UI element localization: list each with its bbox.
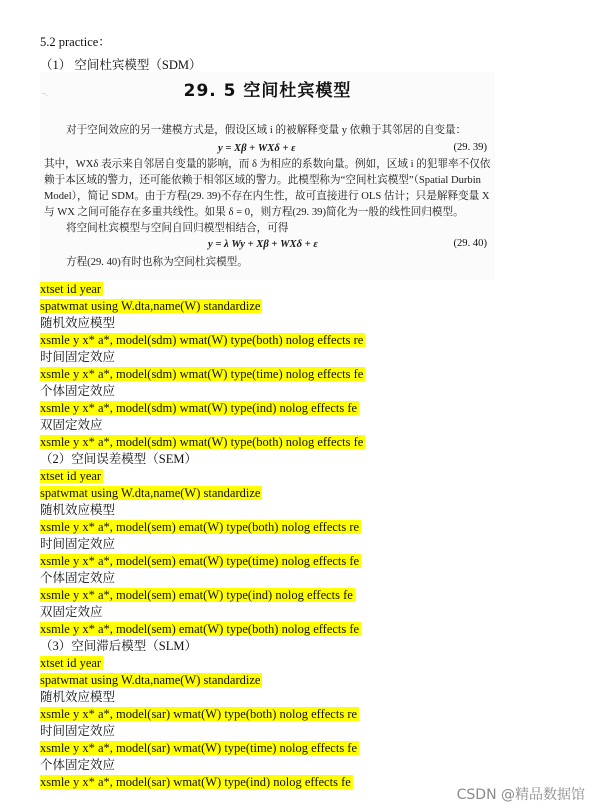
equation-29-40: y = λ Wy + Xβ + WXδ + ε (208, 239, 318, 250)
textbook-paragraph: 方程(29. 40)有时也称为空间杜宾模型。 (66, 257, 248, 268)
practice-header: 5.2 practice： (40, 35, 111, 49)
model-label: 随机效应模型 (40, 316, 116, 330)
textbook-excerpt (40, 72, 495, 280)
model-label: 双固定效应 (40, 418, 103, 432)
textbook-paragraph: 赖于本区域的警力，还可能依赖于相邻区域的警力。此模型称为“空间杜宾模型”（Spatial Durbin (44, 175, 481, 186)
code-line: xsmle y x* a*, model(sem) emat(W) type(ind) nolog effects fe (40, 588, 353, 602)
model-label: 随机效应模型 (40, 503, 116, 517)
model-label: 时间固定效应 (40, 537, 116, 551)
textbook-paragraph: 与 WX 之间可能存在多重共线性。如果 δ = 0，则方程(29. 39)简化为一般的线性回归模型。 (44, 207, 464, 218)
section-sdm-title: （1） 空间杜宾模型（SDM） (40, 58, 202, 72)
model-label: 随机效应模型 (40, 690, 116, 704)
code-line: xtset id year (40, 282, 102, 296)
model-label: 时间固定效应 (40, 350, 116, 364)
section-slm-title: （3）空间滞后模型（SLM） (40, 639, 197, 653)
textbook-paragraph: 将空间杜宾模型与空间自回归模型相结合，可得 (66, 223, 289, 234)
code-line: xsmle y x* a*, model(sdm) wmat(W) type(time) nolog effects fe (40, 367, 364, 381)
code-line: xsmle y x* a*, model(sdm) wmat(W) type(ind) nolog effects fe (40, 401, 358, 415)
code-line: xsmle y x* a*, model(sar) wmat(W) type(both) nolog effects re (40, 707, 358, 721)
textbook-paragraph: 对于空间效应的另一建模方式是，假设区域 i 的被解释变量 y 依赖于其邻居的自变量： (66, 125, 467, 136)
code-line: xsmle y x* a*, model(sar) wmat(W) type(time) nolog effects fe (40, 741, 358, 755)
code-line: spatwmat using W.dta,name(W) standardize (40, 299, 261, 313)
code-line: xsmle y x* a*, model(sdm) wmat(W) type(both) nolog effects re (40, 333, 364, 347)
model-label: 时间固定效应 (40, 724, 116, 738)
equation-29-39: y = Xβ + WXδ + ε (218, 143, 296, 154)
csdn-watermark: CSDN @精品数据馆 (456, 787, 585, 803)
equation-number: (29. 39) (453, 142, 487, 153)
scan-artifact: -. (42, 88, 48, 99)
section-sem-title: （2）空间误差模型（SEM） (40, 452, 197, 466)
code-line: xtset id year (40, 469, 102, 483)
code-line: xtset id year (40, 656, 102, 670)
textbook-paragraph: Model），简记 SDM。由于方程(29. 39)不存在内生性，故可直接进行 OLS 估计；只是解释变量 X (44, 191, 490, 202)
code-line: xsmle y x* a*, model(sem) emat(W) type(both) nolog effects fe (40, 622, 360, 636)
code-line: xsmle y x* a*, model(sar) wmat(W) type(ind) nolog effects fe (40, 775, 351, 789)
model-label: 个体固定效应 (40, 758, 116, 772)
code-line: xsmle y x* a*, model(sem) emat(W) type(time) nolog effects fe (40, 554, 360, 568)
textbook-heading: 29. 5 空间杜宾模型 (183, 81, 352, 101)
model-label: 个体固定效应 (40, 571, 116, 585)
model-label: 双固定效应 (40, 605, 103, 619)
model-label: 个体固定效应 (40, 384, 116, 398)
textbook-paragraph: 其中，WXδ 表示来自邻居自变量的影响，而 δ 为相应的系数向量。例如，区域 i 的犯罪率不仅依 (44, 159, 491, 170)
code-line: spatwmat using W.dta,name(W) standardize (40, 673, 261, 687)
code-line: xsmle y x* a*, model(sdm) wmat(W) type(both) nolog effects fe (40, 435, 364, 449)
code-line: xsmle y x* a*, model(sem) emat(W) type(both) nolog effects re (40, 520, 360, 534)
equation-number: (29. 40) (453, 238, 487, 249)
code-line: spatwmat using W.dta,name(W) standardize (40, 486, 261, 500)
